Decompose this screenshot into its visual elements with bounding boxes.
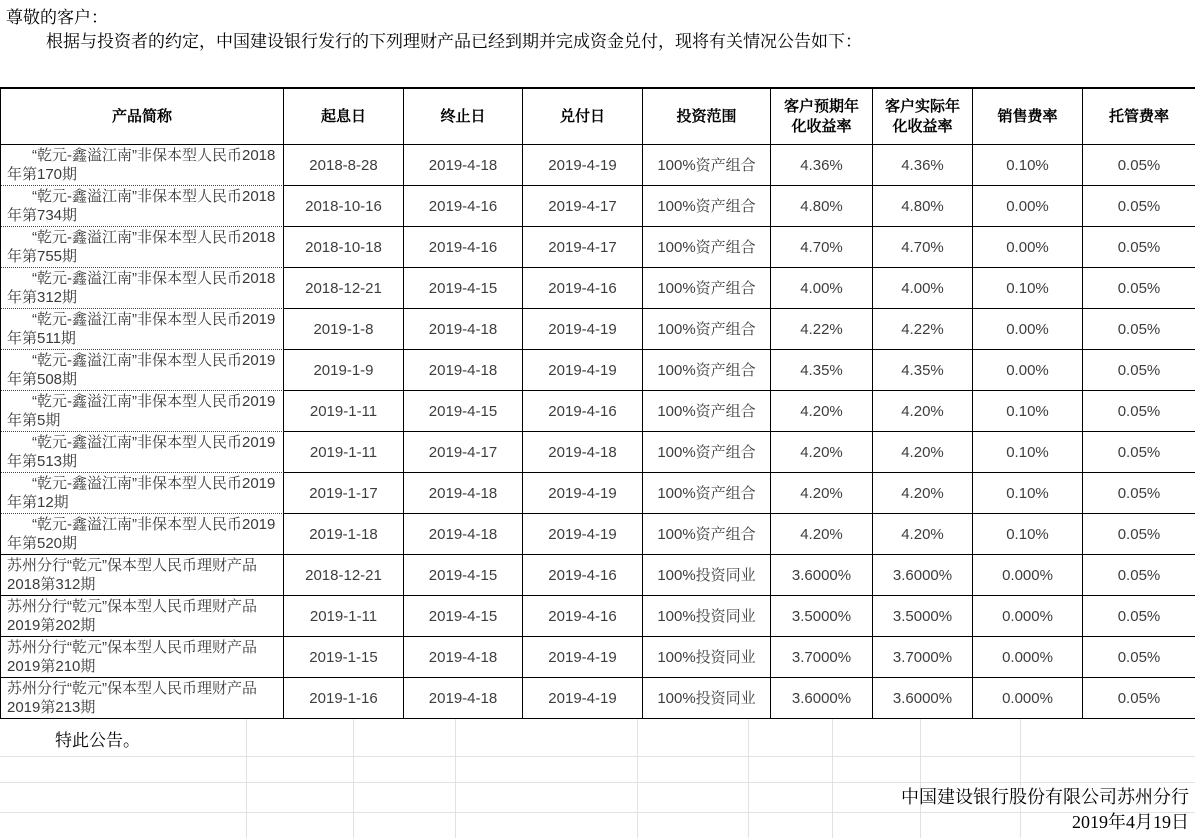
custody-fee-cell: 0.05%	[1083, 596, 1195, 637]
sales-fee-cell: 0.00%	[973, 350, 1083, 391]
end-date-cell: 2019-4-15	[404, 596, 523, 637]
end-date-cell: 2019-4-18	[404, 637, 523, 678]
investment-scope-cell: 100%投资同业	[643, 678, 771, 719]
table-row	[1, 637, 1195, 678]
table-row	[1, 227, 1195, 268]
expected-yield-cell: 4.20%	[771, 514, 873, 555]
payment-date-cell: 2019-4-19	[523, 678, 643, 719]
start-date-cell: 2018-8-28	[284, 145, 404, 186]
start-date-cell: 2019-1-18	[284, 514, 404, 555]
expected-yield-cell: 4.36%	[771, 145, 873, 186]
product-name-cell: 苏州分行“乾元”保本型人民币理财产品2019第210期	[1, 637, 284, 678]
expected-yield-cell: 3.7000%	[771, 637, 873, 678]
investment-scope-cell: 100%资产组合	[643, 227, 771, 268]
signature-block	[901, 785, 1189, 835]
start-date-cell: 2019-1-8	[284, 309, 404, 350]
sales-fee-cell: 0.00%	[973, 186, 1083, 227]
table-row	[1, 145, 1195, 186]
start-date-cell: 2019-1-15	[284, 637, 404, 678]
table-row	[1, 391, 1195, 432]
sales-fee-cell: 0.000%	[973, 637, 1083, 678]
table-row	[1, 432, 1195, 473]
end-date-cell: 2019-4-15	[404, 555, 523, 596]
actual-yield-cell: 3.5000%	[873, 596, 973, 637]
investment-scope-cell: 100%资产组合	[643, 309, 771, 350]
custody-fee-cell: 0.05%	[1083, 678, 1195, 719]
column-header: 托管费率	[1083, 89, 1195, 145]
column-header: 销售费率	[973, 89, 1083, 145]
product-name-cell: “乾元-鑫溢江南”非保本型人民币2018年第312期	[1, 268, 284, 309]
table-row	[1, 514, 1195, 555]
expected-yield-cell: 4.00%	[771, 268, 873, 309]
payment-date-cell: 2019-4-16	[523, 268, 643, 309]
sales-fee-cell: 0.10%	[973, 514, 1083, 555]
payment-date-cell: 2019-4-18	[523, 432, 643, 473]
actual-yield-cell: 4.20%	[873, 473, 973, 514]
payment-date-cell: 2019-4-19	[523, 309, 643, 350]
start-date-cell: 2018-12-21	[284, 555, 404, 596]
gridline-vertical	[748, 719, 749, 838]
column-header: 客户预期年化收益率	[771, 89, 873, 145]
actual-yield-cell: 4.80%	[873, 186, 973, 227]
expected-yield-cell: 4.20%	[771, 473, 873, 514]
product-name-cell: “乾元-鑫溢江南”非保本型人民币2018年第755期	[1, 227, 284, 268]
payment-date-cell: 2019-4-19	[523, 350, 643, 391]
table-row	[1, 268, 1195, 309]
product-name-cell: “乾元-鑫溢江南”非保本型人民币2019年第12期	[1, 473, 284, 514]
payment-date-cell: 2019-4-16	[523, 596, 643, 637]
column-header: 兑付日	[523, 89, 643, 145]
custody-fee-cell: 0.05%	[1083, 227, 1195, 268]
table-row	[1, 678, 1195, 719]
table-header-row	[1, 89, 1195, 145]
sales-fee-cell: 0.00%	[973, 309, 1083, 350]
payment-date-cell: 2019-4-16	[523, 391, 643, 432]
product-name-cell: “乾元-鑫溢江南”非保本型人民币2019年第520期	[1, 514, 284, 555]
investment-scope-cell: 100%资产组合	[643, 391, 771, 432]
column-header: 起息日	[284, 89, 404, 145]
expected-yield-cell: 4.35%	[771, 350, 873, 391]
gridline-horizontal	[0, 756, 1195, 757]
actual-yield-cell: 3.6000%	[873, 678, 973, 719]
start-date-cell: 2019-1-11	[284, 596, 404, 637]
end-date-cell: 2019-4-15	[404, 268, 523, 309]
custody-fee-cell: 0.05%	[1083, 555, 1195, 596]
end-date-cell: 2019-4-18	[404, 678, 523, 719]
products-table	[0, 87, 1195, 719]
actual-yield-cell: 3.7000%	[873, 637, 973, 678]
payment-date-cell: 2019-4-16	[523, 555, 643, 596]
payment-date-cell: 2019-4-19	[523, 145, 643, 186]
custody-fee-cell: 0.05%	[1083, 432, 1195, 473]
closing-statement: 特此公告。	[55, 731, 140, 750]
investment-scope-cell: 100%资产组合	[643, 186, 771, 227]
signature-date: 2019年4月19日	[1072, 812, 1189, 832]
payment-date-cell: 2019-4-17	[523, 227, 643, 268]
product-name-cell: 苏州分行“乾元”保本型人民币理财产品2019第213期	[1, 678, 284, 719]
actual-yield-cell: 4.35%	[873, 350, 973, 391]
table-row	[1, 596, 1195, 637]
gridline-vertical	[455, 719, 456, 838]
end-date-cell: 2019-4-16	[404, 186, 523, 227]
start-date-cell: 2019-1-17	[284, 473, 404, 514]
sales-fee-cell: 0.000%	[973, 678, 1083, 719]
payment-date-cell: 2019-4-19	[523, 637, 643, 678]
sales-fee-cell: 0.000%	[973, 555, 1083, 596]
custody-fee-cell: 0.05%	[1083, 145, 1195, 186]
end-date-cell: 2019-4-18	[404, 473, 523, 514]
column-header: 终止日	[404, 89, 523, 145]
actual-yield-cell: 3.6000%	[873, 555, 973, 596]
product-name-cell: “乾元-鑫溢江南”非保本型人民币2019年第508期	[1, 350, 284, 391]
sales-fee-cell: 0.10%	[973, 432, 1083, 473]
expected-yield-cell: 3.6000%	[771, 678, 873, 719]
actual-yield-cell: 4.20%	[873, 391, 973, 432]
custody-fee-cell: 0.05%	[1083, 637, 1195, 678]
sales-fee-cell: 0.10%	[973, 391, 1083, 432]
table-row	[1, 350, 1195, 391]
investment-scope-cell: 100%资产组合	[643, 473, 771, 514]
product-name-cell: “乾元-鑫溢江南”非保本型人民币2019年第513期	[1, 432, 284, 473]
start-date-cell: 2019-1-9	[284, 350, 404, 391]
start-date-cell: 2019-1-11	[284, 391, 404, 432]
custody-fee-cell: 0.05%	[1083, 514, 1195, 555]
sales-fee-cell: 0.000%	[973, 596, 1083, 637]
column-header: 投资范围	[643, 89, 771, 145]
start-date-cell: 2019-1-16	[284, 678, 404, 719]
start-date-cell: 2019-1-11	[284, 432, 404, 473]
start-date-cell: 2018-10-18	[284, 227, 404, 268]
start-date-cell: 2018-10-16	[284, 186, 404, 227]
gridline-vertical	[637, 719, 638, 838]
expected-yield-cell: 3.6000%	[771, 555, 873, 596]
actual-yield-cell: 4.00%	[873, 268, 973, 309]
custody-fee-cell: 0.05%	[1083, 391, 1195, 432]
table-row	[1, 473, 1195, 514]
custody-fee-cell: 0.05%	[1083, 309, 1195, 350]
end-date-cell: 2019-4-18	[404, 514, 523, 555]
product-name-cell: “乾元-鑫溢江南”非保本型人民币2018年第170期	[1, 145, 284, 186]
investment-scope-cell: 100%投资同业	[643, 637, 771, 678]
expected-yield-cell: 4.20%	[771, 391, 873, 432]
payment-date-cell: 2019-4-17	[523, 186, 643, 227]
column-header: 产品简称	[1, 89, 284, 145]
investment-scope-cell: 100%资产组合	[643, 514, 771, 555]
actual-yield-cell: 4.70%	[873, 227, 973, 268]
table-row	[1, 186, 1195, 227]
sales-fee-cell: 0.10%	[973, 145, 1083, 186]
actual-yield-cell: 4.36%	[873, 145, 973, 186]
payment-date-cell: 2019-4-19	[523, 514, 643, 555]
expected-yield-cell: 4.70%	[771, 227, 873, 268]
sales-fee-cell: 0.10%	[973, 268, 1083, 309]
product-name-cell: 苏州分行“乾元”保本型人民币理财产品2018第312期	[1, 555, 284, 596]
product-name-cell: “乾元-鑫溢江南”非保本型人民币2019年第511期	[1, 309, 284, 350]
end-date-cell: 2019-4-16	[404, 227, 523, 268]
signature-org: 中国建设银行股份有限公司苏州分行	[901, 787, 1189, 807]
end-date-cell: 2019-4-18	[404, 145, 523, 186]
sales-fee-cell: 0.00%	[973, 227, 1083, 268]
sales-fee-cell: 0.10%	[973, 473, 1083, 514]
custody-fee-cell: 0.05%	[1083, 473, 1195, 514]
investment-scope-cell: 100%资产组合	[643, 145, 771, 186]
end-date-cell: 2019-4-15	[404, 391, 523, 432]
actual-yield-cell: 4.20%	[873, 514, 973, 555]
expected-yield-cell: 4.80%	[771, 186, 873, 227]
product-name-cell: “乾元-鑫溢江南”非保本型人民币2018年第734期	[1, 186, 284, 227]
end-date-cell: 2019-4-17	[404, 432, 523, 473]
gridline-vertical	[832, 719, 833, 838]
investment-scope-cell: 100%资产组合	[643, 350, 771, 391]
end-date-cell: 2019-4-18	[404, 350, 523, 391]
product-name-cell: “乾元-鑫溢江南”非保本型人民币2019年第5期	[1, 391, 284, 432]
actual-yield-cell: 4.22%	[873, 309, 973, 350]
custody-fee-cell: 0.05%	[1083, 186, 1195, 227]
footer-area	[0, 719, 1195, 838]
gridline-horizontal	[0, 782, 1195, 783]
table-row	[1, 555, 1195, 596]
custody-fee-cell: 0.05%	[1083, 268, 1195, 309]
table-row	[1, 309, 1195, 350]
gridline-vertical	[353, 719, 354, 838]
investment-scope-cell: 100%投资同业	[643, 596, 771, 637]
custody-fee-cell: 0.05%	[1083, 350, 1195, 391]
investment-scope-cell: 100%投资同业	[643, 555, 771, 596]
actual-yield-cell: 4.20%	[873, 432, 973, 473]
investment-scope-cell: 100%资产组合	[643, 268, 771, 309]
salutation-line: 尊敬的客户：	[6, 8, 108, 27]
expected-yield-cell: 3.5000%	[771, 596, 873, 637]
expected-yield-cell: 4.20%	[771, 432, 873, 473]
start-date-cell: 2018-12-21	[284, 268, 404, 309]
end-date-cell: 2019-4-18	[404, 309, 523, 350]
investment-scope-cell: 100%资产组合	[643, 432, 771, 473]
product-name-cell: 苏州分行“乾元”保本型人民币理财产品2019第202期	[1, 596, 284, 637]
intro-paragraph: 根据与投资者的约定，中国建设银行发行的下列理财产品已经到期并完成资金兑付，现将有关情况公告如下：	[46, 32, 862, 51]
expected-yield-cell: 4.22%	[771, 309, 873, 350]
column-header: 客户实际年化收益率	[873, 89, 973, 145]
gridline-vertical	[246, 719, 247, 838]
payment-date-cell: 2019-4-19	[523, 473, 643, 514]
